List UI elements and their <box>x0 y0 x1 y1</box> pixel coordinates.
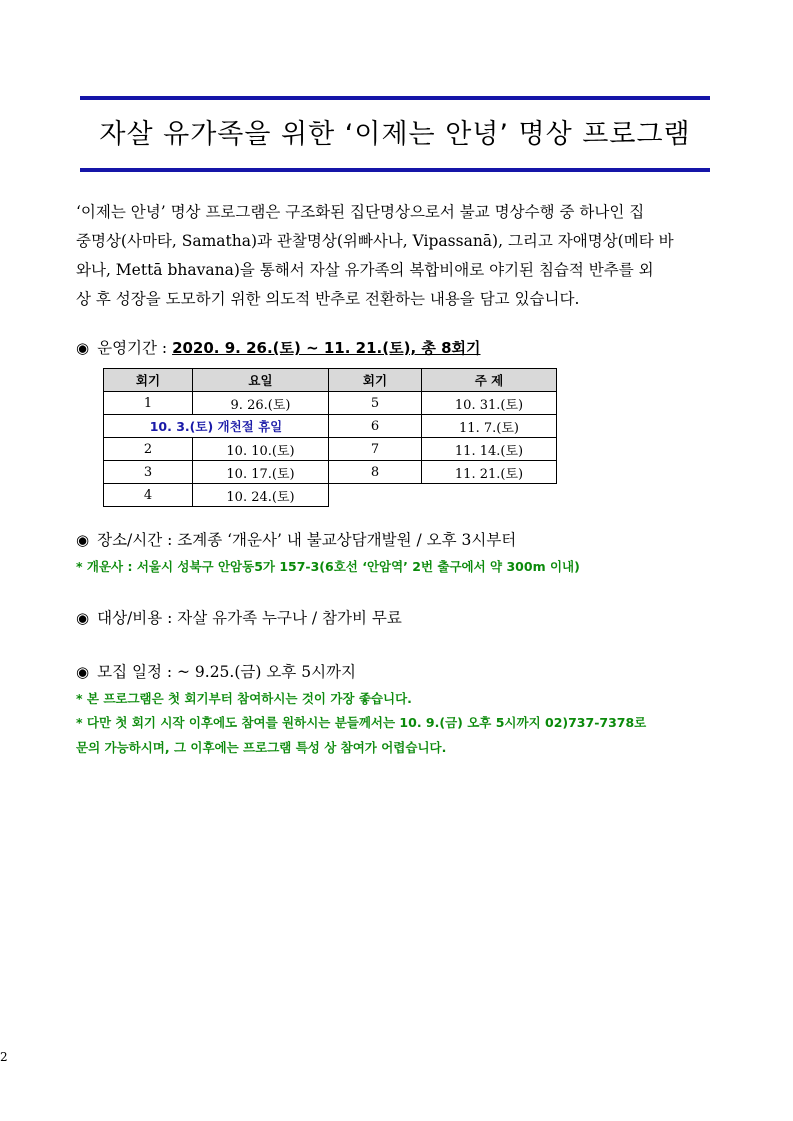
intro-line: 중명상(사마타, Samatha)과 관찰명상(위빠사나, Vipassanā), 그리고 자애명상(메타 바 <box>76 232 674 250</box>
page-number: 2 <box>0 1050 8 1064</box>
bullet-icon: ◉ <box>76 531 90 549</box>
table-cell: 11. 14.(토) <box>422 438 557 461</box>
table-row <box>104 461 557 484</box>
target-section <box>76 606 402 628</box>
place-section <box>76 528 516 550</box>
table-cell: 10. 10.(토) <box>193 438 329 461</box>
recruit-text: 모집 일정 : ~ 9.25.(금) 오후 5시까지 <box>97 663 356 681</box>
title-rule-top <box>80 96 710 100</box>
title-rule-bottom <box>80 168 710 172</box>
intro-paragraph <box>76 198 716 314</box>
table-cell: 7 <box>329 438 422 461</box>
table-cell: 3 <box>104 461 193 484</box>
intro-line: ‘이제는 안녕’ 명상 프로그램은 구조화된 집단명상으로서 불교 명상수행 중 하나인 집 <box>76 203 645 221</box>
place-note: * 개운사 : 서울시 성북구 안암동5가 157-3(6호선 ‘안암역’ 2번 출구에서 약 300m 이내) <box>76 559 580 574</box>
period-value: 2020. 9. 26.(토) ~ 11. 21.(토), 총 8회기 <box>172 339 481 357</box>
page-title: 자살 유가족을 위한 ‘이제는 안녕’ 명상 프로그램 <box>99 119 691 150</box>
table-cell: 6 <box>329 415 422 438</box>
table-cell: 5 <box>329 392 422 415</box>
bullet-icon: ◉ <box>76 609 90 627</box>
period-label: 운영기간 : <box>97 339 173 357</box>
intro-line: 와나, Mettā bhavana)을 통해서 자살 유가족의 복합비애로 야기된 침습적 반추를 외 <box>76 261 654 279</box>
header-cell: 회기 <box>104 369 193 392</box>
holiday-cell: 10. 3.(토) 개천절 휴일 <box>104 415 329 438</box>
recruit-note: * 본 프로그램은 첫 회기부터 참여하시는 것이 가장 좋습니다. <box>76 691 412 706</box>
table-row <box>104 438 557 461</box>
recruit-note: * 다만 첫 회기 시작 이후에도 참여를 원하시는 분들께서는 10. 9.(금) 오후 5시까지 02)737-7378로 <box>76 715 647 730</box>
header-cell: 요일 <box>193 369 329 392</box>
table-row <box>104 484 557 507</box>
empty-cell <box>329 484 422 507</box>
header-cell: 회기 <box>329 369 422 392</box>
table-cell: 4 <box>104 484 193 507</box>
table-cell: 1 <box>104 392 193 415</box>
header-cell: 주 제 <box>422 369 557 392</box>
target-text: 대상/비용 : 자살 유가족 누구나 / 참가비 무료 <box>97 609 402 627</box>
table-cell: 11. 7.(토) <box>422 415 557 438</box>
place-text: 장소/시간 : 조계종 ‘개운사’ 내 불교상담개발원 / 오후 3시부터 <box>97 531 517 549</box>
empty-cell <box>422 484 557 507</box>
bullet-icon: ◉ <box>76 339 90 357</box>
recruit-note: 문의 가능하시며, 그 이후에는 프로그램 특성 상 참여가 어렵습니다. <box>76 740 447 755</box>
table-header-row <box>104 369 557 392</box>
recruit-section <box>76 660 356 682</box>
table-cell: 11. 21.(토) <box>422 461 557 484</box>
schedule-table <box>103 368 557 507</box>
table-cell: 8 <box>329 461 422 484</box>
table-row <box>104 392 557 415</box>
table-cell: 10. 31.(토) <box>422 392 557 415</box>
table-cell: 2 <box>104 438 193 461</box>
table-row <box>104 415 557 438</box>
period-section <box>76 336 481 358</box>
table-cell: 10. 17.(토) <box>193 461 329 484</box>
table-cell: 10. 24.(토) <box>193 484 329 507</box>
intro-line: 상 후 성장을 도모하기 위한 의도적 반추로 전환하는 내용을 담고 있습니다. <box>76 290 580 308</box>
table-cell: 9. 26.(토) <box>193 392 329 415</box>
bullet-icon: ◉ <box>76 663 90 681</box>
